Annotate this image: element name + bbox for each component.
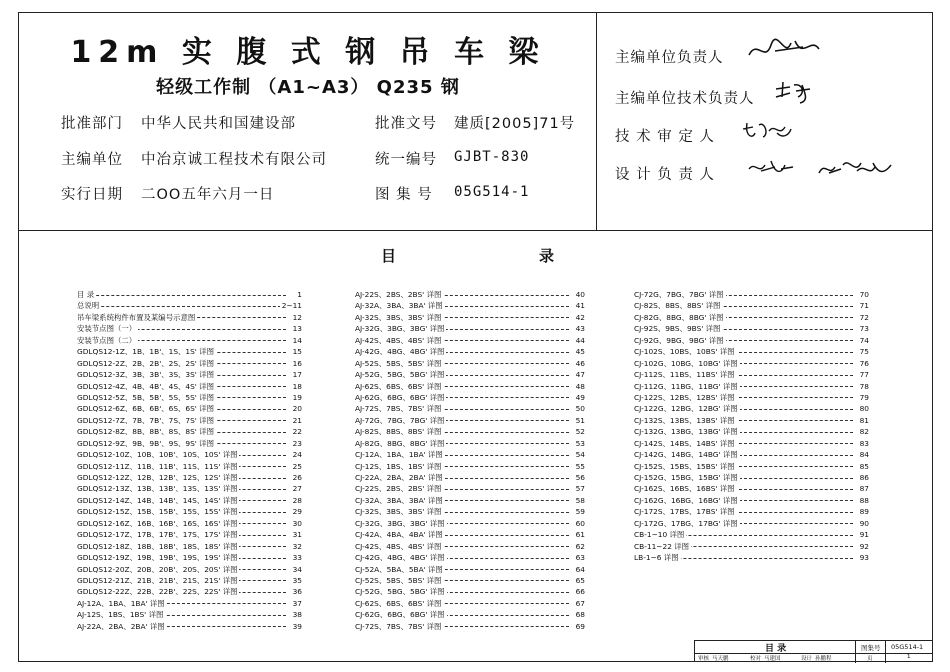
contents-entry-page: 73 [859,324,869,334]
contents-entry [355,483,585,494]
title-block-design-name: 孙鹏程 [815,656,832,662]
leader-dashes [81,306,286,307]
contents-entry [77,346,302,357]
contents-entry [77,575,302,586]
title-block-check-name: 马建国 [764,656,781,662]
contents-title-right: 录 [539,247,555,265]
contents-entry-name: GDLQS12-22Z、22B、22B'、22S、22S' 详图 [77,587,238,597]
contents-entry-page: 45 [575,347,585,357]
contents-entry [355,346,585,357]
contents-entry-name: AJ-72S、7BS、7BS' 详图 [355,404,442,414]
title-block-review-name: 马天鹏 [712,656,729,662]
contents-entry-name: CJ-92G、9BG、9BG' 详图 [634,335,724,345]
contents-entry [355,369,585,380]
contents-entry [77,518,302,529]
contents-entry-page: 21 [292,415,302,425]
contents-entry-name: 吊车梁系统构件布置及某编号示意图 [77,312,196,322]
contents-entry-page: 80 [859,404,869,414]
atlas-subtitle: 轻级工作制 （A1~A3） Q235 钢 [156,77,460,98]
drawing-frame [18,12,933,662]
contents-entry-name: CB-11~22 详图 [634,541,690,551]
contents-entry-page: 35 [292,575,302,585]
contents-entry-page: 59 [575,507,585,517]
contents-entry-page: 63 [575,553,585,563]
leader-dashes [81,295,286,296]
contents-entry-page: 16 [292,358,302,368]
contents-entry-page: 2~11 [281,301,302,311]
contents-entry [634,506,869,517]
contents-entry-name: GDLQS12-18Z、18B、18B'、18S、18S' 详图 [77,541,238,551]
contents-entry-name: AJ-82G、8BG、8BG' 详图 [355,438,445,448]
contents-entry [77,472,302,483]
contents-entry-page: 32 [292,541,302,551]
contents-entry-name: CJ-142G、14BG、14BG' 详图 [634,450,738,460]
contents-entry-page: 62 [575,541,585,551]
contents-entry-page: 34 [292,564,302,574]
contents-entry-name: CJ-102G、10BG、10BG' 详图 [634,358,738,368]
approval-doc-label: 批准文号 [375,116,437,132]
contents-column-1 [77,289,302,632]
contents-entry-page: 75 [859,347,869,357]
contents-entry-name: GDLQS12-14Z、14B、14B'、14S、14S' 详图 [77,495,238,505]
contents-entry-name: CJ-82G、8BG、8BG' 详图 [634,312,724,322]
contents-entry [634,335,869,346]
contents-entry-page: 33 [292,553,302,563]
chief-editor-label: 主编单位负责人 [615,50,724,66]
title-block [694,640,932,662]
contents-entry [634,449,869,460]
contents-entry-page: 67 [575,598,585,608]
contents-entry-name: AJ-12A、1BA、1BA' 详图 [77,598,165,608]
contents-entry [355,335,585,346]
contents-entry-name: CJ-122S、12BS、12BS' 详图 [634,392,735,402]
contents-entry-page: 24 [292,450,302,460]
contents-entry-page: 31 [292,530,302,540]
contents-entry-page: 36 [292,587,302,597]
contents-entry [77,495,302,506]
contents-entry-name: AJ-62S、6BS、6BS' 详图 [355,381,442,391]
contents-entry [77,438,302,449]
contents-entry-page: 82 [859,427,869,437]
contents-entry [634,403,869,414]
contents-entry-name: 安装节点图（二） [77,335,137,345]
contents-entry-name: AJ-12S、1BS、1BS' 详图 [77,610,164,620]
contents-entry [77,449,302,460]
contents-entry [77,392,302,403]
designer-signature-2 [815,153,895,185]
contents-entry [355,598,585,609]
contents-entry-name: CJ-72G、7BG、7BG' 详图 [634,290,724,299]
contents-entry-page: 81 [859,415,869,425]
title-block-page-label: 页 [867,656,873,662]
editor-unit: 中冶京诚工程技术有限公司 [141,152,327,168]
contents-entry [355,609,585,620]
contents-entry-page: 56 [575,473,585,482]
contents-entry-page: 43 [575,324,585,334]
contents-entry-page: 20 [292,404,302,414]
contents-entry [355,426,585,437]
contents-entry-page: 77 [859,370,869,380]
contents-entry [355,472,585,483]
contents-entry-page: 78 [859,381,869,391]
contents-entry [355,586,585,597]
contents-entry-page: 61 [575,530,585,540]
contents-entry-name: CJ-152G、15BG、15BG' 详图 [634,473,738,482]
approval-dept: 中华人民共和国建设部 [141,116,296,132]
contents-entry-name: CJ-112G、11BG、11BG' 详图 [634,381,738,391]
contents-entry [634,346,869,357]
contents-entry [355,495,585,506]
contents-title-left: 目 [381,247,397,265]
contents-entry-name: GDLQS12-11Z、11B、11B'、11S、11S' 详图 [77,461,238,471]
contents-entry-page: 30 [292,518,302,528]
contents-entry-page: 84 [859,450,869,460]
atlas-title: 12m 实 腹 式 钢 吊 车 梁 [70,35,546,70]
contents-entry-page: 72 [859,312,869,322]
contents-entry-name: CJ-52G、5BG、5BG' 详图 [355,587,445,597]
contents-entry-name: CJ-172G、17BG、17BG' 详图 [634,518,738,528]
contents-entry [634,495,869,506]
title-block-design-label: 设计 [801,656,813,662]
contents-entry [355,506,585,517]
contents-entry-page: 12 [292,312,302,322]
contents-entry [634,426,869,437]
contents-entry-page: 54 [575,450,585,460]
contents-entry-page: 41 [575,301,585,311]
contents-entry-page: 91 [859,530,869,540]
contents-entry-name: AJ-22A、2BA、2BA' 详图 [77,621,165,631]
contents-entry [355,403,585,414]
contents-entry-name: CJ-12A、1BA、1BA' 详图 [355,450,443,460]
contents-entry [634,438,869,449]
contents-entry-name: GDLQS12-7Z、7B、7B'、7S、7S' 详图 [77,415,214,425]
contents-entry [77,403,302,414]
contents-entry [355,312,585,323]
contents-entry [355,289,585,300]
contents-entry-page: 23 [292,438,302,448]
header-divider [19,230,932,231]
contents-entry-name: GDLQS12-19Z、19B、19B'、19S、19S' 详图 [77,553,238,563]
contents-entry-page: 55 [575,461,585,471]
contents-entry-page: 53 [575,438,585,448]
unified-no-label: 统一编号 [375,152,437,168]
contents-entry-page: 70 [859,290,869,299]
contents-entry-name: CJ-42S、4BS、4BS' 详图 [355,541,442,551]
title-block-review-label: 审核 [698,656,710,662]
contents-entry-name: CJ-122G、12BG、12BG' 详图 [634,404,738,414]
contents-entry [634,323,869,334]
atlas-no: 05G514-1 [454,184,530,200]
contents-entry-name: CJ-102S、10BS、10BS' 详图 [634,347,735,357]
contents-entry [634,358,869,369]
header-info-panel [19,13,597,230]
contents-entry-page: 66 [575,587,585,597]
contents-entry-page: 13 [292,324,302,334]
contents-entry-name: LB-1~6 详图 [634,553,679,563]
contents-entry [77,506,302,517]
designer-signature-1 [745,155,795,183]
contents-entry-name: CJ-52S、5BS、5BS' 详图 [355,575,442,585]
contents-entry-page: 28 [292,495,302,505]
contents-entry-name: CJ-162G、16BG、16BG' 详图 [634,495,738,505]
contents-entry-name: GDLQS12-13Z、13B、13B'、13S、13S' 详图 [77,484,238,494]
reviewer-label: 技 术 审 定 人 [615,129,715,145]
contents-entry [77,323,302,334]
contents-entry [77,483,302,494]
contents-entry-name: CJ-42G、4BG、4BG' 详图 [355,553,445,563]
contents-entry-page: 76 [859,358,869,368]
contents-entry [355,575,585,586]
contents-entry-name: CJ-12S、1BS、1BS' 详图 [355,461,442,471]
contents-entry [634,300,869,311]
contents-entry-page: 19 [292,392,302,402]
contents-entry [355,529,585,540]
contents-entry-name: GDLQS12-5Z、5B、5B'、5S、5S' 详图 [77,392,214,402]
contents-entry-page: 51 [575,415,585,425]
contents-entry-name: CJ-32A、3BA、3BA' 详图 [355,495,443,505]
contents-entry [77,312,302,323]
title-block-check-label: 校对 [750,656,762,662]
contents-entry-name: CJ-152S、15BS、15BS' 详图 [634,461,735,471]
title-block-drawing-title: 目 录 [765,644,787,654]
contents-entry-name: CJ-92S、9BS、9BS' 详图 [634,324,721,334]
contents-entry [77,564,302,575]
contents-entry-name: GDLQS12-3Z、3B、3B'、3S、3S' 详图 [77,370,214,380]
contents-entry [634,552,869,563]
contents-entry-page: 58 [575,495,585,505]
contents-entry-name: 安装节点图（一） [77,324,137,334]
approval-dept-label: 批准部门 [61,116,123,132]
contents-entry-name: GDLQS12-21Z、21B、21B'、21S、21S' 详图 [77,575,238,585]
contents-entry [355,518,585,529]
contents-entry-page: 92 [859,541,869,551]
contents-entry-page: 26 [292,473,302,482]
contents-entry-name: CJ-42A、4BA、4BA' 详图 [355,530,443,540]
contents-entry-name: GDLQS12-20Z、20B、20B'、20S、20S' 详图 [77,564,238,574]
contents-entry-name: CJ-32G、3BG、3BG' 详图 [355,518,445,528]
contents-entry-name: GDLQS12-15Z、15B、15B'、15S、15S' 详图 [77,507,238,517]
reviewer-signature [739,117,795,147]
contents-entry-page: 71 [859,301,869,311]
contents-entry-name: AJ-22S、2BS、2BS' 详图 [355,290,442,299]
contents-entry-page: 52 [575,427,585,437]
contents-entry-page: 89 [859,507,869,517]
contents-entry-name: GDLQS12-10Z、10B、10B'、10S、10S' 详图 [77,450,238,460]
designer-label: 设 计 负 责 人 [615,167,715,183]
editor-unit-label: 主编单位 [61,152,123,168]
contents-entry-name: GDLQS12-9Z、9B、9B'、9S、9S' 详图 [77,438,214,448]
contents-entry-page: 40 [575,290,585,299]
contents-entry [634,461,869,472]
contents-entry-name: AJ-32A、3BA、3BA' 详图 [355,301,443,311]
contents-entry-name: AJ-42S、4BS、4BS' 详图 [355,335,442,345]
tech-chief-label: 主编单位技术负责人 [615,91,755,107]
contents-entry-page: 74 [859,335,869,345]
contents-entry-name: CJ-22S、2BS、2BS' 详图 [355,484,442,494]
contents-entry-name: GDLQS12-12Z、12B、12B'、12S、12S' 详图 [77,473,238,482]
contents-entry-page: 1 [297,290,302,299]
contents-entry [355,461,585,472]
contents-entry-name: 总说明 [77,301,100,311]
contents-entry [77,621,302,632]
tech-chief-signature [772,79,816,107]
contents-entry-page: 29 [292,507,302,517]
contents-entry-name: CJ-72S、7BS、7BS' 详图 [355,621,442,631]
contents-entry-name: CJ-62S、6BS、6BS' 详图 [355,598,442,608]
effective-date-label: 实行日期 [61,187,123,203]
contents-entry-name: CJ-22A、2BA、2BA' 详图 [355,473,443,482]
contents-entry-name: CJ-162S、16BS、16BS' 详图 [634,484,735,494]
contents-entry [634,381,869,392]
contents-entry-page: 88 [859,495,869,505]
contents-entry-name: AJ-32G、3BG、3BG' 详图 [355,324,445,334]
contents-entry-page: 93 [859,553,869,563]
contents-entry [355,564,585,575]
contents-entry-page: 27 [292,484,302,494]
contents-entry-name: CJ-132G、13BG、13BG' 详图 [634,427,738,437]
contents-entry-name: AJ-82S、8BS、8BS' 详图 [355,427,442,437]
contents-entry-page: 87 [859,484,869,494]
contents-entry [355,541,585,552]
contents-entry-page: 49 [575,392,585,402]
contents-entry-page: 60 [575,518,585,528]
contents-entry-page: 64 [575,564,585,574]
contents-entry [355,449,585,460]
contents-entry-page: 57 [575,484,585,494]
approval-doc: 建质[2005]71号 [454,116,576,132]
contents-entry-name: GDLQS12-16Z、16B、16B'、16S、16S' 详图 [77,518,238,528]
contents-entry-page: 68 [575,610,585,620]
contents-entry-name: AJ-52S、5BS、5BS' 详图 [355,358,442,368]
contents-entry [355,381,585,392]
contents-entry-page: 17 [292,370,302,380]
title-block-page-no: 1 [907,654,911,660]
contents-entry-page: 48 [575,381,585,391]
contents-entry-page: 69 [575,621,585,631]
contents-entry-page: 37 [292,598,302,608]
contents-entry [634,529,869,540]
contents-entry [634,483,869,494]
signature-panel [597,13,932,230]
contents-entry [77,358,302,369]
effective-date: 二OO五年六月一日 [141,187,275,203]
contents-entry [77,552,302,563]
contents-entry-page: 42 [575,312,585,322]
chief-editor-signature [745,33,825,65]
contents-entry-name: CJ-32S、3BS、3BS' 详图 [355,507,442,517]
contents-entry-page: 46 [575,358,585,368]
contents-entry [355,392,585,403]
atlas-no-label: 图 集 号 [375,187,433,203]
contents-entry [634,312,869,323]
contents-entry-name: CJ-62G、6BG、6BG' 详图 [355,610,445,620]
contents-entry-name: CJ-172S、17BS、17BS' 详图 [634,507,735,517]
contents-entry-name: CJ-142S、14BS、14BS' 详图 [634,438,735,448]
contents-entry [77,609,302,620]
contents-entry-name: AJ-42G、4BG、4BG' 详图 [355,347,445,357]
contents-entry [634,541,869,552]
contents-entry-page: 14 [292,335,302,345]
contents-entry [77,415,302,426]
contents-entry [77,300,302,311]
contents-entry-name: GDLQS12-2Z、2B、2B'、2S、2S' 详图 [77,358,214,368]
contents-entry-page: 50 [575,404,585,414]
contents-entry-name: GDLQS12-1Z、1B、1B'、1S、1S' 详图 [77,347,214,357]
contents-entry [77,335,302,346]
contents-entry [77,541,302,552]
contents-entry [77,586,302,597]
contents-entry [355,323,585,334]
contents-entry-name: GDLQS12-4Z、4B、4B'、4S、4S' 详图 [77,381,214,391]
contents-entry-name: AJ-62G、6BG、6BG' 详图 [355,392,445,402]
contents-entry [355,358,585,369]
contents-entry-page: 83 [859,438,869,448]
contents-entry-page: 90 [859,518,869,528]
contents-entry [355,438,585,449]
contents-entry-page: 38 [292,610,302,620]
contents-entry [634,392,869,403]
contents-entry [634,289,869,300]
contents-entry [355,621,585,632]
contents-entry [77,369,302,380]
contents-entry-page: 79 [859,392,869,402]
title-block-atlas-no: 05G514-1 [891,643,924,651]
contents-entry-page: 65 [575,575,585,585]
contents-entry-name: 目 录 [77,290,95,299]
contents-entry-page: 44 [575,335,585,345]
contents-entry-name: CJ-82S、8BS、8BS' 详图 [634,301,721,311]
contents-entry-name: CJ-132S、13BS、13BS' 详图 [634,415,735,425]
contents-entry-name: GDLQS12-8Z、8B、8B'、8S、8S' 详图 [77,427,214,437]
unified-no: GJBT-830 [454,149,530,165]
contents-entry-name: CJ-52A、5BA、5BA' 详图 [355,564,443,574]
contents-entry [355,415,585,426]
contents-entry [77,529,302,540]
contents-entry-name: GDLQS12-6Z、6B、6B'、6S、6S' 详图 [77,404,214,414]
contents-entry-name: AJ-72G、7BG、7BG' 详图 [355,415,445,425]
contents-entry [634,415,869,426]
contents-entry [634,472,869,483]
contents-entry [355,300,585,311]
contents-entry-name: CJ-112S、11BS、11BS' 详图 [634,370,735,380]
contents-entry-page: 85 [859,461,869,471]
contents-entry-page: 22 [292,427,302,437]
contents-entry [634,518,869,529]
title-block-atlas-no-label: 图集号 [861,644,881,652]
contents-entry [77,598,302,609]
contents-entry [634,369,869,380]
contents-entry [77,426,302,437]
contents-entry-name: CB-1~10 详图 [634,530,685,540]
contents-entry-name: AJ-52G、5BG、5BG' 详图 [355,370,445,380]
contents-entry [77,289,302,300]
contents-entry-page: 25 [292,461,302,471]
contents-entry-page: 47 [575,370,585,380]
contents-column-3 [634,289,869,564]
contents-column-2 [355,289,585,632]
contents-entry-page: 15 [292,347,302,357]
contents-entry [355,552,585,563]
contents-entry-page: 86 [859,473,869,482]
contents-entry [77,381,302,392]
contents-entry-page: 39 [292,621,302,631]
contents-entry-name: AJ-32S、3BS、3BS' 详图 [355,312,442,322]
contents-entry-page: 18 [292,381,302,391]
contents-entry-name: GDLQS12-17Z、17B、17B'、17S、17S' 详图 [77,530,238,540]
contents-entry [77,461,302,472]
